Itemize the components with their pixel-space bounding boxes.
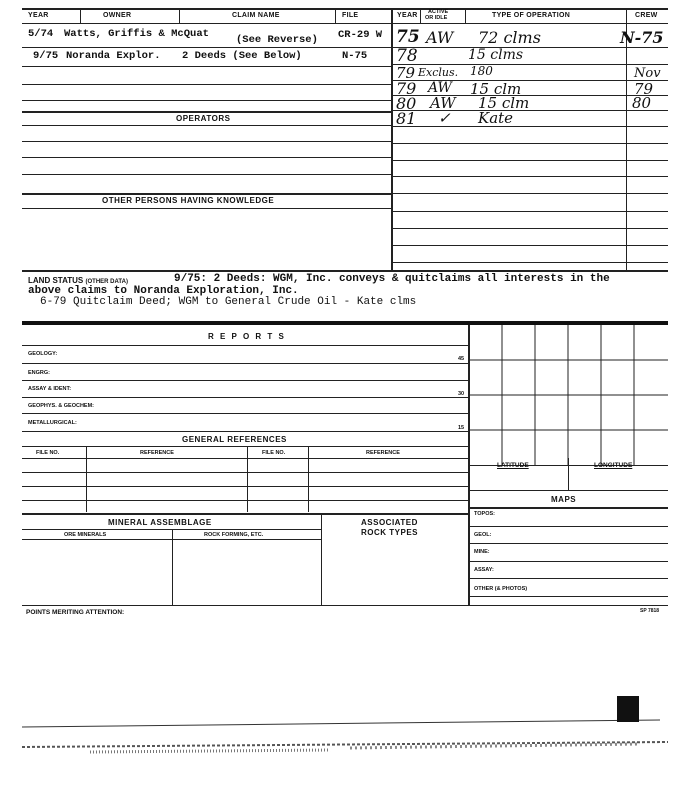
owner-row-1-file: CR-29 W <box>338 29 383 41</box>
associated-divider <box>321 513 322 605</box>
lat-long-divider <box>568 458 569 490</box>
report-metallurgical-num: 15 <box>458 425 465 431</box>
owner-row-1-claim: (See Reverse) <box>236 34 318 46</box>
scan-noise <box>0 690 678 770</box>
other-persons-top-rule <box>22 193 391 195</box>
ops-row-rule <box>391 262 668 263</box>
ops-row-rule <box>391 47 668 48</box>
mineral-divider <box>172 529 173 605</box>
points-meriting-label: POINTS MERITING ATTENTION: <box>26 609 125 616</box>
ref-header-file-no: FILE NO. <box>36 450 60 456</box>
ops-row-rule <box>391 143 668 144</box>
genref-heading-rule <box>22 446 468 447</box>
genref-divider <box>247 446 248 512</box>
report-rule <box>22 397 468 398</box>
owner-row-rule <box>22 66 391 67</box>
genref-row-rule <box>22 472 468 473</box>
mineral-assemblage-heading: MINERAL ASSEMBLAGE <box>108 518 212 527</box>
ref-header-file-no-2: FILE NO. <box>262 450 286 456</box>
op-4-status: AW <box>428 80 452 96</box>
report-rule <box>22 431 468 432</box>
genref-divider <box>308 446 309 512</box>
reports-heading: R E P O R T S <box>208 332 286 341</box>
header-or-idle: OR IDLE <box>425 15 448 21</box>
operators-heading-rule <box>22 125 391 126</box>
report-geology: GEOLOGY: <box>28 351 58 357</box>
maps-row-rule <box>469 596 668 597</box>
op-6-status: ✓ <box>438 109 451 127</box>
op-5-status: AW <box>430 94 456 112</box>
ops-row-rule <box>391 245 668 246</box>
land-status-line-2: above claims to Noranda Exploration, Inc. <box>28 285 299 297</box>
maps-other: OTHER (& PHOTOS) <box>474 586 528 592</box>
op-5-year: 80 <box>396 94 417 113</box>
op-4-type: 15 clm <box>470 80 522 98</box>
report-geology-num: 45 <box>458 356 465 362</box>
owner-row-1-date: 5/74 <box>28 28 54 40</box>
col-divider <box>465 9 466 23</box>
owner-row-2-date: 9/75 <box>33 50 59 62</box>
operators-top-rule <box>22 111 391 113</box>
header-bottom-rule <box>22 23 668 24</box>
operators-row-rule <box>22 157 391 158</box>
operators-row-rule <box>22 174 391 175</box>
owner-row-rule <box>22 100 391 101</box>
maps-top-rule <box>469 490 668 491</box>
top-border <box>22 8 668 10</box>
other-persons-heading: OTHER PERSONS HAVING KNOWLEDGE <box>102 196 275 205</box>
general-references-heading: GENERAL REFERENCES <box>182 435 287 444</box>
crew-divider <box>626 9 627 271</box>
report-rule <box>22 363 468 364</box>
maps-row-rule <box>469 543 668 544</box>
header-active: ACTIVE <box>428 9 449 15</box>
report-engrg: ENGRG: <box>28 370 50 376</box>
col-divider <box>420 9 421 23</box>
ops-row-rule <box>391 228 668 229</box>
header-year-2: YEAR <box>397 12 418 19</box>
mineral-top-rule <box>22 513 468 515</box>
op-4-crew: 79 <box>634 80 654 98</box>
location-grid <box>469 325 668 465</box>
genref-row-rule <box>22 486 468 487</box>
header-type-of-operation: TYPE OF OPERATION <box>492 12 571 19</box>
associated-line-2: ROCK TYPES <box>361 528 419 537</box>
header-claim-name: CLAIM NAME <box>232 12 280 19</box>
genref-col-rule <box>22 458 468 459</box>
maps-heading-rule <box>469 507 668 509</box>
land-status-label-wrap <box>28 276 128 285</box>
op-3-type: 180 <box>470 64 493 78</box>
operators-row-rule <box>22 141 391 142</box>
ops-row-rule <box>391 160 668 161</box>
owner-row-2-claim: 2 Deeds (See Below) <box>182 50 302 62</box>
col-divider <box>80 9 81 23</box>
report-assay: ASSAY & IDENT: <box>28 386 72 392</box>
col-divider <box>335 9 336 23</box>
op-6-type: Kate <box>478 109 514 127</box>
owner-row-rule <box>22 47 391 48</box>
header-crew: CREW <box>635 12 658 19</box>
land-status-line-1: 9/75: 2 Deeds: WGM, Inc. conveys & quitclaims all interests in the <box>174 273 610 285</box>
genref-divider <box>86 446 87 512</box>
op-1-year: 75 <box>396 27 420 47</box>
maps-row-rule <box>469 561 668 562</box>
report-geophys: GEOPHYS. & GEOCHEM: <box>28 403 95 409</box>
op-3-status: Exclus. <box>418 66 459 79</box>
form-code: SP 7818 <box>640 608 660 614</box>
op-2-type: 15 clms <box>468 47 524 63</box>
op-5-type: 15 clm <box>478 94 530 112</box>
rock-forming-header: ROCK FORMING, ETC. <box>204 532 264 538</box>
owner-row-rule <box>22 84 391 85</box>
report-metallurgical: METALLURGICAL: <box>28 420 77 426</box>
ops-row-rule <box>391 193 668 194</box>
maps-row-rule <box>469 526 668 527</box>
ref-header-reference: REFERENCE <box>140 450 174 456</box>
land-status-line-3: 6-79 Quitclaim Deed; WGM to General Crude Oil - Kate clms <box>40 296 417 308</box>
maps-assay: ASSAY: <box>474 567 494 573</box>
header-owner: OWNER <box>103 12 132 19</box>
land-status-label: LAND STATUS <box>28 276 84 285</box>
land-status-top-rule <box>22 270 668 272</box>
maps-geol: GEOL: <box>474 532 492 538</box>
op-6-year: 81 <box>396 109 417 128</box>
maps-mine: MINE: <box>474 549 490 555</box>
ops-row-rule <box>391 176 668 177</box>
ops-row-rule <box>391 211 668 212</box>
maps-row-rule <box>469 578 668 579</box>
points-top-rule <box>22 605 668 606</box>
owner-row-2-file: N-75 <box>342 50 368 62</box>
ops-row-rule <box>391 64 668 65</box>
report-rule <box>22 380 468 381</box>
report-rule <box>22 413 468 414</box>
land-status-sublabel: (OTHER DATA) <box>85 279 128 285</box>
op-2-year: 78 <box>396 46 418 66</box>
longitude-label: LONGITUDE <box>594 462 633 469</box>
op-1-type: 72 clms <box>478 28 541 47</box>
owner-row-1-owner: Watts, Griffis & McQuat <box>64 28 209 40</box>
op-4-year: 79 <box>396 79 417 98</box>
op-3-year: 79 <box>396 64 416 82</box>
header-file: FILE <box>342 12 359 19</box>
op-3-crew: Nov <box>634 66 661 81</box>
owner-row-2-owner: Noranda Explor. <box>66 50 161 62</box>
col-divider <box>179 9 180 23</box>
associated-line-1: ASSOCIATED <box>361 518 418 527</box>
header-year: YEAR <box>28 12 49 19</box>
maps-topos: TOPOS: <box>474 511 495 517</box>
other-persons-heading-rule <box>22 208 391 209</box>
op-5-crew: 80 <box>632 94 652 112</box>
report-assay-num: 30 <box>458 391 465 397</box>
maps-heading: MAPS <box>551 495 577 504</box>
op-1-status: AW <box>426 28 454 47</box>
ops-row-rule <box>391 126 668 127</box>
main-vertical-divider <box>391 9 393 271</box>
reports-heading-rule <box>22 345 468 346</box>
genref-row-rule <box>22 500 468 501</box>
ore-minerals-header: ORE MINERALS <box>64 532 107 538</box>
op-1-crew: N-75 <box>620 28 664 47</box>
operators-heading: OPERATORS <box>176 114 231 123</box>
latitude-label: LATITUDE <box>497 462 529 469</box>
ref-header-reference-2: REFERENCE <box>366 450 400 456</box>
